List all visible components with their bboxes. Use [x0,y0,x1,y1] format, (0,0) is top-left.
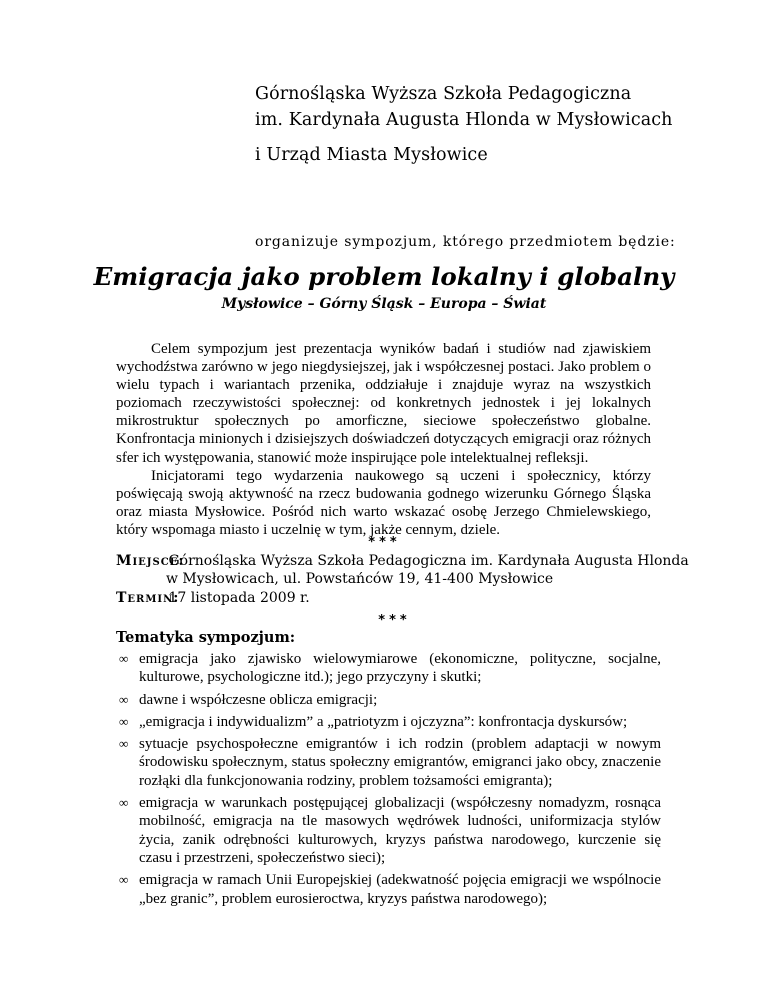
list-item [116,735,661,790]
topic-text: dawne i współczesne oblicza emigracji; [139,691,378,708]
date-label: Termin: [116,590,180,606]
intro-line: organizuje sympozjum, którego przedmiotem będzie: [255,234,676,250]
infinity-bullet-icon: ∞ [119,713,129,729]
place-label: Miejsce: [116,553,185,569]
topics-heading: Tematyka sympozjum: [116,629,296,646]
infinity-bullet-icon: ∞ [119,691,129,707]
paragraph-goal: Celem sympozjum jest prezentacja wyników badań i studiów nad zjawiskiem wychodźstwa zarówno w jego niegdysiejszej, jak i współczesnej postaci. Jako problem o wielu typach i wariantach przenika, oddziałuje i znajduje wyraz na wszystkich poziomach rzeczywistości społecznej: od konkretnych jednostek i jej lokalnych mikrostruktur społecznych po amorficzne, sieciowe społeczeństwo globalne. Konfrontacja minionych i dzisiejszych doświadczeń dotyczących emigracji oraz różnych sfer ich występowania, stanowić może inspirujące pole intelektualnej refleksji. [116,341,651,466]
place-value-line1: Górnośląska Wyższa Szkoła Pedagogiczna im. Kardynała Augusta Hlonda [168,553,689,569]
topics-list [116,650,661,912]
place-value-line2: w Mysłowicach, ul. Powstańców 19, 41-400 Mysłowice [166,571,554,587]
list-item [116,713,661,731]
topic-text: „emigracja i indywidualizm” a „patriotyzm i ojczyzna”: konfrontacja dyskursów; [139,713,628,730]
organizer-name-line2: im. Kardynała Augusta Hlonda w Mysłowicach [255,110,673,130]
co-organizer-name: i Urząd Miasta Mysłowice [255,145,488,165]
infinity-bullet-icon: ∞ [119,795,129,811]
symposium-subtitle: Mysłowice – Górny Śląsk – Europa – Świat [221,296,547,312]
topic-text: sytuacje psychospołeczne emigrantów i ich rodzin (problem adaptacji w nowym środowisku społecznym, status społeczny emigrantów, emigranci jako obcy, znaczenie rozłąki dla funkcjonowania rodziny, problem tożsamości emigranta); [139,736,661,789]
separator: *** [377,613,411,628]
organizer-name-line1: Górnośląska Wyższa Szkoła Pedagogiczna [255,84,632,104]
infinity-bullet-icon: ∞ [119,872,129,888]
place-row [116,552,689,570]
list-item [116,650,661,687]
list-item [116,691,661,709]
list-item [116,794,661,867]
topic-text: emigracja jako zjawisko wielowymiarowe (ekonomiczne, polityczne, socjalne, kulturowe, psychologiczne itd.); jego przyczyny i skutki; [139,651,661,686]
infinity-bullet-icon: ∞ [119,736,129,752]
date-value: 17 listopada 2009 r. [168,590,310,606]
symposium-title: Emigracja jako problem lokalny i globalny [93,262,675,291]
topic-text: emigracja w ramach Unii Europejskiej (adekwatność pojęcia emigracji we wspólnocie „bez granic”, problem eurosieroctwa, kryzys państwa narodowego); [139,872,661,907]
infinity-bullet-icon: ∞ [119,651,129,666]
list-item [116,871,661,908]
date-row [116,589,310,607]
separator: *** [367,535,401,550]
topic-text: emigracja w warunkach postępującej globalizacji (współczesny nomadyzm, rosnąca mobilność, emigracja na tle masowych wędrówek ludności, uniformizacja stylów życia, zanik odrębności kulturowych, kryzys państwa narodowego, kurczenie się czasu i przestrzeni, społeczeństwo sieci); [139,795,661,866]
paragraph-initiators: Inicjatorami tego wydarzenia naukowego są uczeni i społecznicy, którzy poświęcają swoją aktywność na rzecz budowania godnego wizerunku Górnego Śląska oraz miasta Mysłowice. Pośród nich warto wskazać osobę Jerzego Chmielewskiego, który wspomaga miasto i uczelnię w tym, jakże cennym, dziele. [116,468,651,539]
